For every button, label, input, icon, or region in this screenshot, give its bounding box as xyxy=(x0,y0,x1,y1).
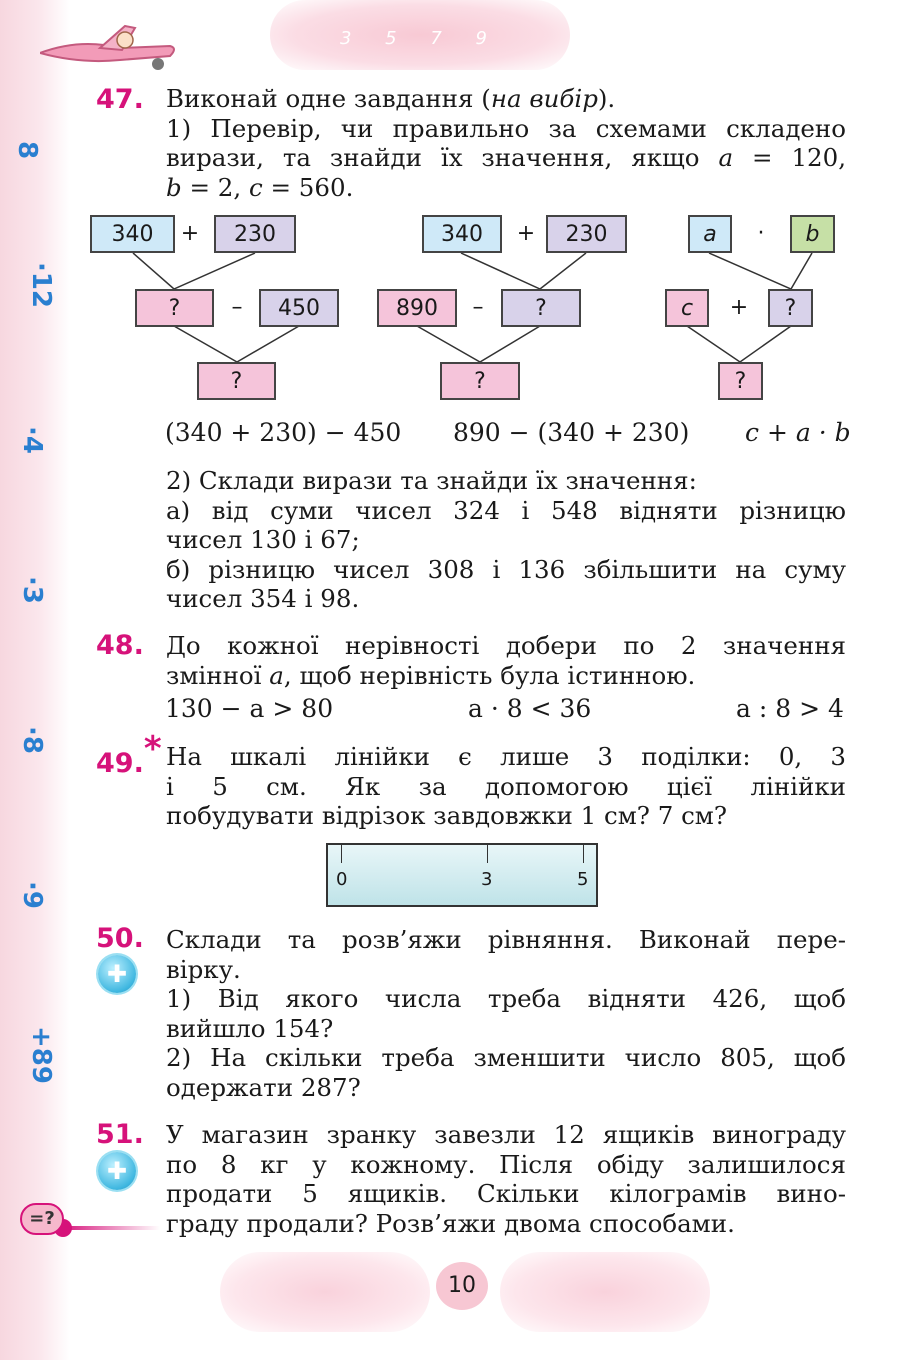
task-51-line: продати 5 ящиків. Скільки кілограмів вино- xyxy=(166,1179,846,1208)
ruler-label: 0 xyxy=(336,869,348,890)
scheme1-top-left: 340 xyxy=(90,215,175,253)
ruler-label: 5 xyxy=(577,869,589,890)
scheme1-bottom: ? xyxy=(197,362,276,400)
ruler-image xyxy=(326,843,598,907)
scheme1-top-right: 230 xyxy=(214,215,296,253)
task-47-part2-line: чисел 354 і 98. xyxy=(166,584,360,613)
task-51-line: У магазин зранку завезли 12 ящиків винограду xyxy=(166,1120,846,1149)
equation-badge-icon: =? xyxy=(20,1203,64,1235)
text-segment: = 560. xyxy=(262,172,354,202)
scheme3-bottom: ? xyxy=(718,362,763,400)
inequality-3: a : 8 > 4 xyxy=(736,694,844,723)
scheme3-mid-right: ? xyxy=(768,289,813,327)
side-number: ·12 xyxy=(26,261,57,309)
task-50-text xyxy=(166,925,846,1102)
scheme2-top-left: 340 xyxy=(422,215,502,253)
expression-2: 890 − (340 + 230) xyxy=(453,418,690,447)
task-50-line: 1) Від якого числа треба відняти 426, щоб xyxy=(166,984,846,1013)
challenge-star: * xyxy=(143,729,162,769)
scheme3-top-right: b xyxy=(790,215,835,253)
text-italic: на вибір xyxy=(490,84,598,113)
task-51-line: по 8 кг у кожному. Після обіду залишилося xyxy=(166,1149,846,1179)
puzzle-icon: ✚ xyxy=(98,955,136,993)
side-number: ·9 xyxy=(16,881,47,909)
footer-cloud-left xyxy=(220,1252,430,1332)
ruler-tick xyxy=(341,845,342,863)
scheme1-mid-left: ? xyxy=(135,289,214,327)
task-47-part2 xyxy=(166,466,846,614)
task-49-line: побудувати відрізок завдовжки 1 см? 7 см? xyxy=(166,801,727,830)
scheme1-mid-right: 450 xyxy=(259,289,339,327)
task-49-line: На шкалі лінійки є лише 3 поділки: 0, 3 xyxy=(166,742,846,771)
text-segment: вирази, та знайди їх значення, якщо xyxy=(166,143,719,172)
cloud-digits: 3 5 7 9 xyxy=(340,28,501,49)
page-number: 10 xyxy=(436,1262,488,1310)
scheme2-mid-operator: – xyxy=(472,295,484,320)
text-segment: = 2, xyxy=(181,172,249,202)
scheme2-mid-left: 890 xyxy=(377,289,457,327)
scheme3-top-left: a xyxy=(688,215,732,253)
task-49-line: і 5 см. Як за допомогою цієї лінійки xyxy=(166,771,846,801)
ruler-tick xyxy=(583,845,584,863)
scheme1-top-operator: + xyxy=(180,221,200,246)
decorative-line xyxy=(60,1226,160,1230)
task-number-47: 47. xyxy=(96,84,144,115)
task-49-text xyxy=(166,742,846,831)
task-50-line: вірку. xyxy=(166,954,241,984)
task-47-part2-line: б) різницю чисел 308 і 136 збільшити на суму xyxy=(166,554,846,584)
scheme-connectors xyxy=(0,0,918,420)
task-48-text xyxy=(166,631,846,690)
task-50-line: Склади та розв’яжи рівняння. Виконай пере- xyxy=(166,925,846,954)
expression-1: (340 + 230) − 450 xyxy=(165,418,402,447)
task-50-line: одержати 287? xyxy=(166,1072,361,1102)
scheme2-bottom: ? xyxy=(440,362,520,400)
inequality-1: 130 − a > 80 xyxy=(165,694,334,723)
task-number-51: 51. xyxy=(96,1119,144,1150)
text-segment: Виконай одне завдання ( xyxy=(166,84,491,113)
side-number: 8 xyxy=(12,140,43,160)
text-segment: = 120, xyxy=(733,143,846,172)
task-number-49 xyxy=(96,729,162,781)
task-47-part2-line: а) від суми чисел 324 і 548 відняти різницю xyxy=(166,495,846,525)
text-segment: ). xyxy=(597,84,616,113)
inequality-2: a · 8 < 36 xyxy=(468,694,592,723)
scheme2-top-right: 230 xyxy=(546,215,627,253)
scheme2-mid-right: ? xyxy=(501,289,581,327)
footer-cloud-right xyxy=(500,1252,710,1332)
scheme3-mid-operator: + xyxy=(729,295,749,320)
task-number-50: 50. xyxy=(96,923,144,954)
task-47-part2-line: чисел 130 і 67; xyxy=(166,525,360,554)
side-number: ·8 xyxy=(16,726,47,754)
ruler-label: 3 xyxy=(481,869,493,890)
scheme3-top-operator: · xyxy=(757,221,765,246)
side-number: ·4 xyxy=(16,426,47,454)
text-segment: , щоб нерівність була істинною. xyxy=(283,660,696,690)
text-segment: змінної xyxy=(166,660,270,690)
side-number: ·3 xyxy=(16,576,47,604)
task-47-part2-line: 2) Склади вирази та знайди їх значення: xyxy=(166,466,697,495)
task-48-line2 xyxy=(166,661,846,691)
variable-b: b xyxy=(166,172,182,202)
puzzle-icon: ✚ xyxy=(98,1152,136,1190)
ruler-tick xyxy=(487,845,488,863)
variable-a: a xyxy=(269,660,284,690)
task-50-line: вийшло 154? xyxy=(166,1013,334,1043)
task-50-line: 2) На скільки треба зменшити число 805, щоб xyxy=(166,1043,846,1072)
scheme2-top-operator: + xyxy=(516,221,536,246)
variable-c: c xyxy=(248,172,263,202)
task-number-text: 49. xyxy=(96,748,144,779)
variable-a: a xyxy=(718,143,734,172)
expression-3: c + a · b xyxy=(745,418,851,447)
side-number: +89 xyxy=(25,1026,56,1084)
scheme3-mid-left: c xyxy=(665,289,709,327)
task-51-text xyxy=(166,1120,846,1238)
scheme1-mid-operator: – xyxy=(231,295,243,320)
task-number-48: 48. xyxy=(96,630,144,661)
task-51-line: граду продали? Розв’яжи двома способами. xyxy=(166,1208,735,1238)
task-47-part1-line1: 1) Перевір, чи правильно за схемами складено xyxy=(166,113,846,143)
task-48-line1: До кожної нерівності добери по 2 значення xyxy=(166,631,846,660)
